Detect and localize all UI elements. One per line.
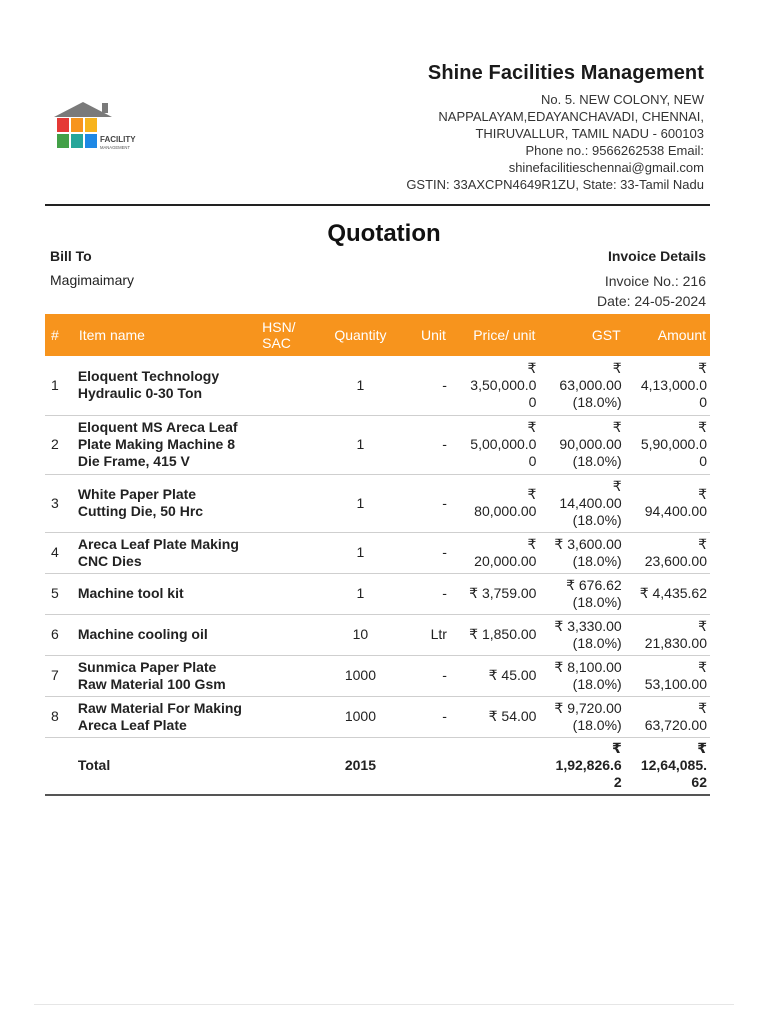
table-cell: Machine cooling oil [75,614,258,655]
logo-text-1: FACILITY [100,135,136,144]
table-cell [258,737,313,795]
table-cell [258,696,313,737]
table-cell: ₹ 9,720.00 (18.0%) [539,696,624,737]
table-cell: ₹ 5,90,000.0 0 [625,415,710,474]
table-cell: ₹ 21,830.00 [625,614,710,655]
header-num: # [45,314,75,356]
table-cell [258,415,313,474]
table-cell: - [407,356,450,415]
table-cell: Ltr [407,614,450,655]
total-amount: ₹ 12,64,085. 62 [625,737,710,795]
table-cell: ₹ 80,000.00 [450,474,540,532]
table-cell: 1000 [314,696,408,737]
header-item: Item name [75,314,258,356]
table-cell [45,737,75,795]
table-cell: ₹ 8,100.00 (18.0%) [539,655,624,696]
table-cell: Machine tool kit [75,573,258,614]
contact-line-1: Phone no.: 9566262538 Email: [525,143,704,158]
logo-text-2: MANAGEMENT [100,145,131,150]
table-cell: ₹ 4,435.62 [625,573,710,614]
header-unit: Unit [407,314,450,356]
table-cell: ₹ 676.62 (18.0%) [539,573,624,614]
table-row [45,696,710,737]
address-line-2: NAPPALAYAM,EDAYANCHAVADI, CHENNAI, [438,109,704,124]
table-cell: ₹ 3,50,000.0 0 [450,356,540,415]
table-row [45,356,710,415]
table-cell: ₹ 63,000.00 (18.0%) [539,356,624,415]
table-cell: ₹ 90,000.00 (18.0%) [539,415,624,474]
table-cell: ₹ 53,100.00 [625,655,710,696]
table-cell: - [407,655,450,696]
table-cell: ₹ 20,000.00 [450,532,540,573]
table-cell: 1 [314,474,408,532]
table-cell: 5 [45,573,75,614]
contact-line-2: shinefacilitieschennai@gmail.com [508,160,704,175]
table-cell: - [407,573,450,614]
table-cell: ₹ 63,720.00 [625,696,710,737]
table-cell [450,737,540,795]
invoice-details-label: Invoice Details [607,248,706,264]
table-cell: 1 [314,415,408,474]
company-info [284,62,704,193]
address-line-1: No. 5. NEW COLONY, NEW [540,92,704,107]
table-cell [407,737,450,795]
table-cell: ₹ 94,400.00 [625,474,710,532]
table-cell: ₹ 3,330.00 (18.0%) [539,614,624,655]
header-amount: Amount [625,314,710,356]
document-title: Quotation [327,220,441,247]
table-cell [258,532,313,573]
table-cell: 1 [314,573,408,614]
table-cell: Eloquent Technology Hydraulic 0-30 Ton [75,356,258,415]
table-cell [258,573,313,614]
table-cell [258,356,313,415]
table-cell: 1000 [314,655,408,696]
invoice-number: Invoice No.: 216 [604,273,706,289]
table-cell [258,474,313,532]
table-cell: ₹ 1,850.00 [450,614,540,655]
items-table [45,314,710,796]
total-row [45,737,710,795]
header-price: Price/ unit [450,314,540,356]
page-bottom-divider [34,1004,734,1005]
table-cell: ₹ 3,759.00 [450,573,540,614]
table-cell: ₹ 4,13,000.0 0 [625,356,710,415]
header-hsn: HSN/ SAC [258,314,313,356]
table-cell: White Paper Plate Cutting Die, 50 Hrc [75,474,258,532]
table-cell: ₹ 3,600.00 (18.0%) [539,532,624,573]
bill-to-label: Bill To [50,248,92,264]
table-cell: ₹ 14,400.00 (18.0%) [539,474,624,532]
table-cell [258,614,313,655]
total-quantity: 2015 [314,737,408,795]
table-cell: ₹ 5,00,000.0 0 [450,415,540,474]
table-cell: Areca Leaf Plate Making CNC Dies [75,532,258,573]
table-cell: - [407,696,450,737]
header-gst: GST [539,314,624,356]
table-cell: 4 [45,532,75,573]
bill-to-name: Magimaimary [50,272,135,288]
table-cell: 10 [314,614,408,655]
table-cell: 1 [314,356,408,415]
invoice-date: Date: 24-05-2024 [597,293,706,309]
total-label: Total [75,737,258,795]
company-name: Shine Facilities Management [427,62,704,84]
table-cell: Sunmica Paper Plate Raw Material 100 Gsm [75,655,258,696]
table-row [45,532,710,573]
table-cell: Raw Material For Making Areca Leaf Plate [75,696,258,737]
table-cell: 1 [314,532,408,573]
table-cell: Eloquent MS Areca Leaf Plate Making Machine 8 Die Frame, 415 V [75,415,258,474]
table-cell: 7 [45,655,75,696]
total-gst: ₹ 1,92,826.6 2 [539,737,624,795]
table-row [45,474,710,532]
table-header-row [45,314,710,356]
table-cell [258,655,313,696]
table-cell: 3 [45,474,75,532]
table-row [45,655,710,696]
table-cell: 8 [45,696,75,737]
table-row [45,614,710,655]
header-divider [45,204,710,206]
table-cell: - [407,532,450,573]
table-cell: 2 [45,415,75,474]
table-row [45,573,710,614]
company-logo [52,100,144,160]
table-row [45,415,710,474]
header-quantity: Quantity [314,314,408,356]
table-cell: - [407,474,450,532]
table-cell: 1 [45,356,75,415]
table-cell: ₹ 45.00 [450,655,540,696]
gstin-line: GSTIN: 33AXCPN4649R1ZU, State: 33-Tamil Nadu [406,177,704,192]
table-cell: ₹ 23,600.00 [625,532,710,573]
table-cell: ₹ 54.00 [450,696,540,737]
table-cell: 6 [45,614,75,655]
address-line-3: THIRUVALLUR, TAMIL NADU - 600103 [475,126,704,141]
table-cell: - [407,415,450,474]
